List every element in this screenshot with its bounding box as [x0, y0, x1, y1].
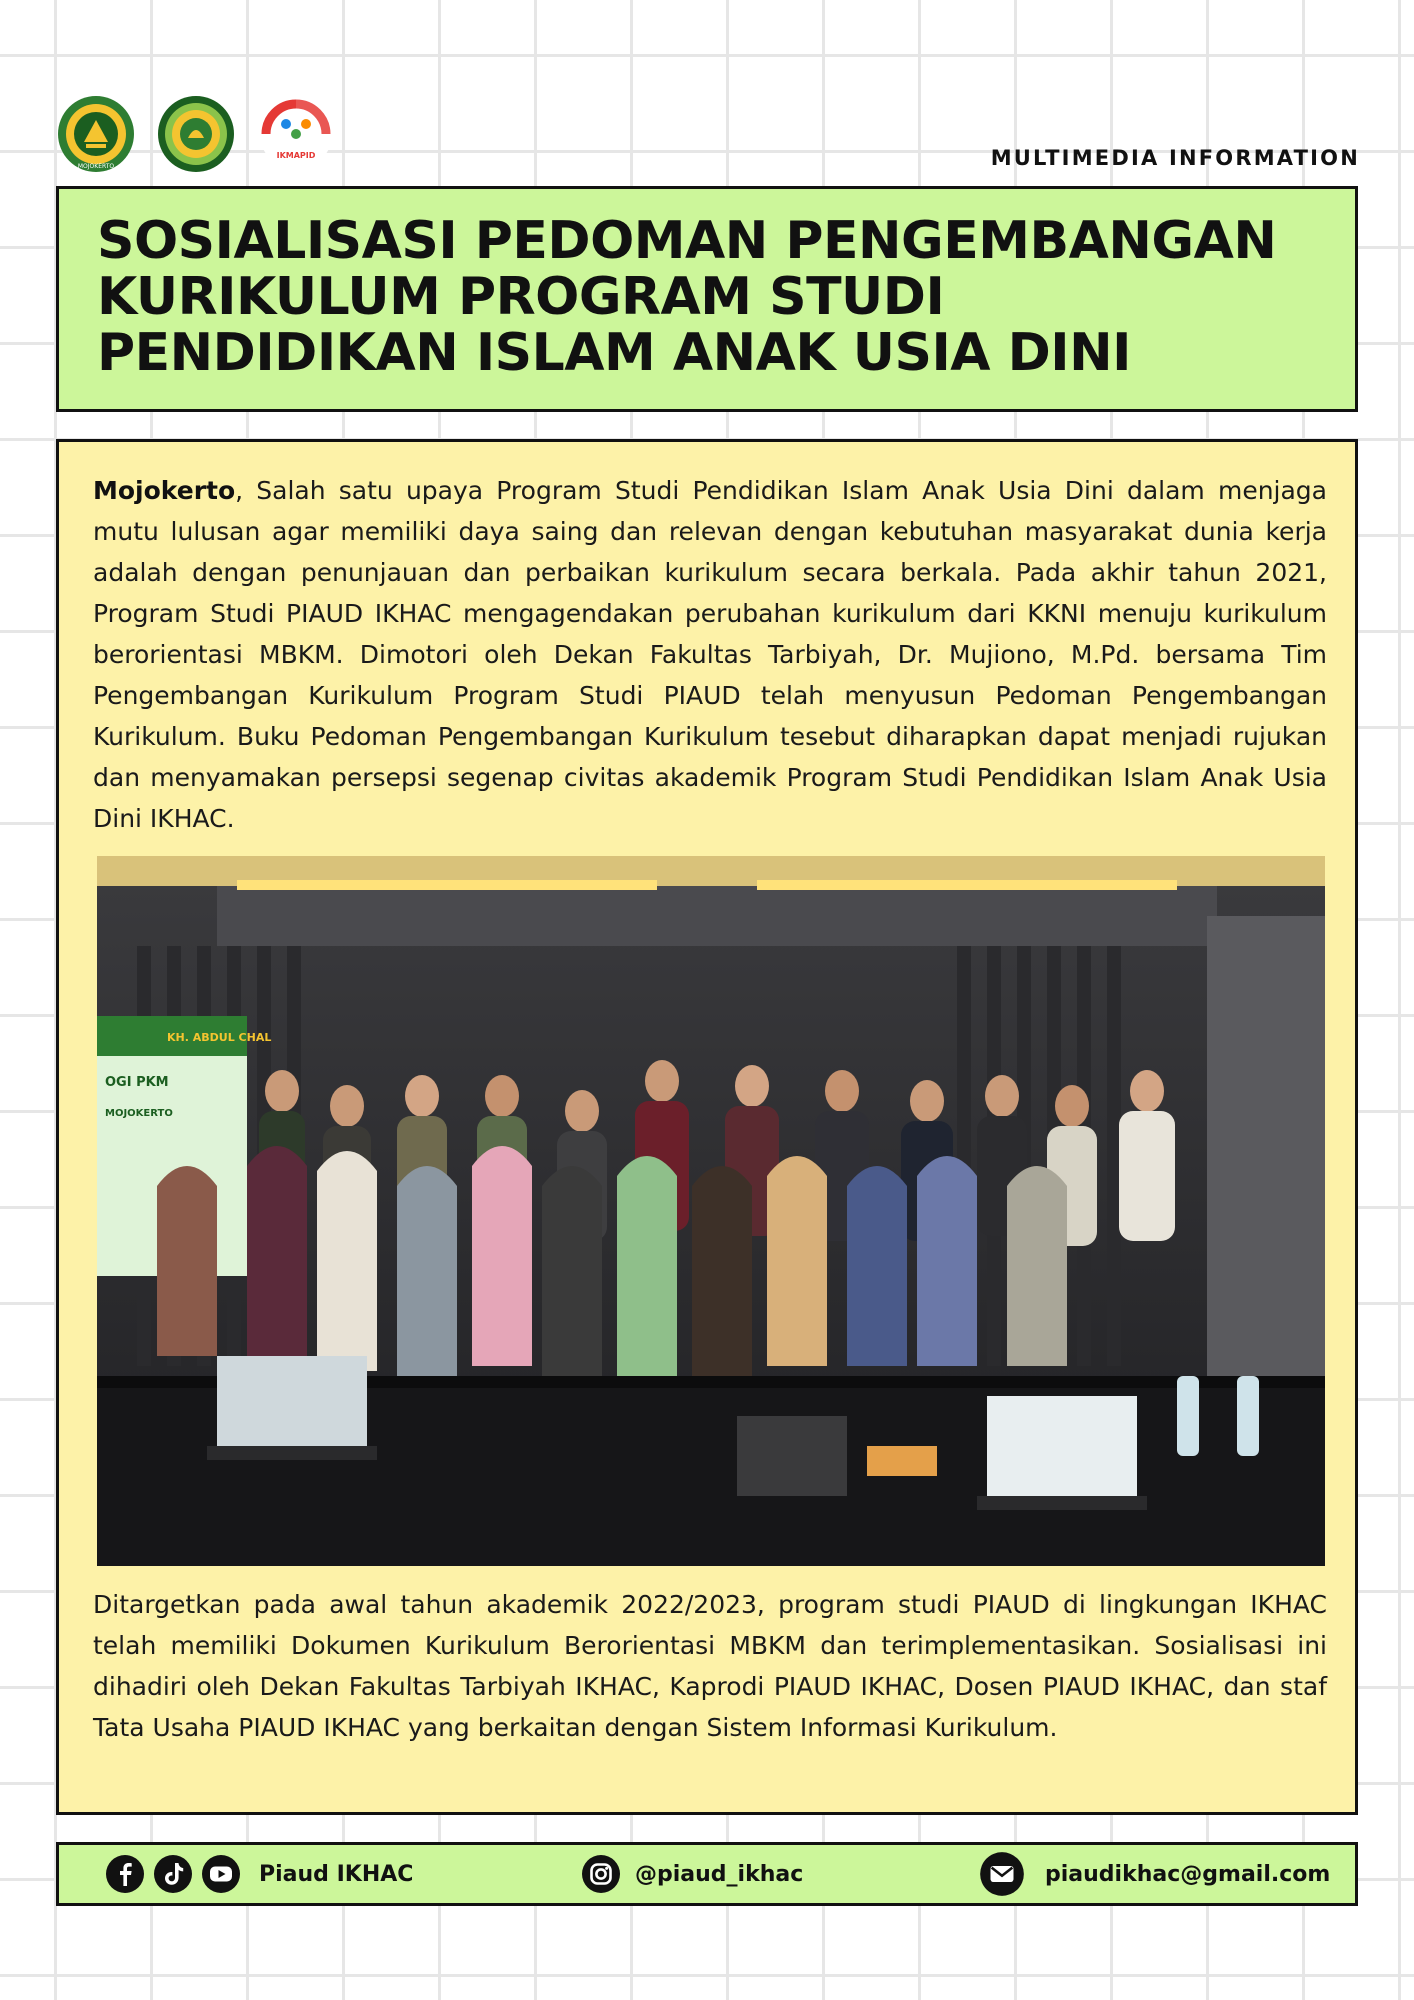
facebook-icon[interactable]: [105, 1854, 145, 1894]
university-seal-icon: [56, 94, 136, 174]
svg-text:KH. ABDUL CHAL: KH. ABDUL CHAL: [167, 1031, 272, 1044]
faculty-seal-icon: [156, 94, 236, 174]
youtube-icon[interactable]: [201, 1854, 241, 1894]
svg-text:MOJOKERTO: MOJOKERTO: [77, 163, 115, 170]
group-photo: [97, 856, 1325, 1566]
instagram-handle[interactable]: @piaud_ikhac: [635, 1861, 804, 1887]
email-icon[interactable]: [979, 1851, 1025, 1897]
svg-text:OGI PKM: OGI PKM: [105, 1075, 169, 1090]
tiktok-icon[interactable]: [153, 1854, 193, 1894]
logo-row: [56, 94, 336, 174]
title-box: [56, 186, 1358, 412]
instagram-icon[interactable]: [581, 1854, 621, 1894]
social-name-label: Piaud IKHAC: [259, 1861, 414, 1887]
content-box: [56, 439, 1358, 1815]
article-paragraph-1: [93, 470, 1327, 839]
paragraph-1-text: , Salah satu upaya Program Studi Pendidikan Islam Anak Usia Dini dalam menjaga mutu lulusan agar memiliki daya saing dan relevan dengan kebutuhan masyarakat dunia kerja adalah dengan penunjauan dan perbaikan kurikulum secara berkala. Pada akhir tahun 2021, Program Studi PIAUD IKHAC mengagendakan perubahan kurikulum dari KKNI menuju kurikulum berorientasi MBKM. Dimotori oleh Dekan Fakultas Tarbiyah, Dr. Mujiono, M.Pd. bersama Tim Pengembangan Kurikulum Program Studi PIAUD telah menyusun Pedoman Pengembangan Kurikulum. Buku Pedoman Pengembangan Kurikulum tesebut diharapkan dapat menjadi rujukan dan menyamakan persepsi segenap civitas akademik Program Studi Pendidikan Islam Anak Usia Dini IKHAC.: [93, 476, 1327, 833]
social-media-group: [105, 1845, 413, 1903]
article-paragraph-2: Ditargetkan pada awal tahun akademik 2022/2023, program studi PIAUD di lingkungan IKHAC telah memiliki Dokumen Kurikulum Berorientasi MBKM dan terimplementasikan. Sosialisasi ini dihadiri oleh Dekan Fakultas Tarbiyah IKHAC, Kaprodi PIAUD IKHAC, Dosen PIAUD IKHAC, dan staf Tata Usaha PIAUD IKHAC yang berkaitan dengan Sistem Informasi Kurikulum.: [93, 1590, 1327, 1742]
page-title: SOSIALISASI PEDOMAN PENGEMBANGAN KURIKULUM PROGRAM STUDI PENDIDIKAN ISLAM ANAK USIA DINI: [97, 211, 1277, 383]
email-group: [979, 1845, 1330, 1903]
instagram-group: [581, 1845, 803, 1903]
svg-text:MOJOKERTO: MOJOKERTO: [105, 1108, 173, 1119]
multimedia-tagline: MULTIMEDIA INFORMATION: [990, 146, 1360, 170]
footer-bar: [56, 1842, 1358, 1906]
email-address[interactable]: piaudikhac@gmail.com: [1045, 1861, 1331, 1887]
svg-text:IKMAPID: IKMAPID: [276, 151, 316, 160]
ikmapid-logo-icon: [256, 94, 336, 174]
location-label: Mojokerto: [93, 476, 236, 505]
